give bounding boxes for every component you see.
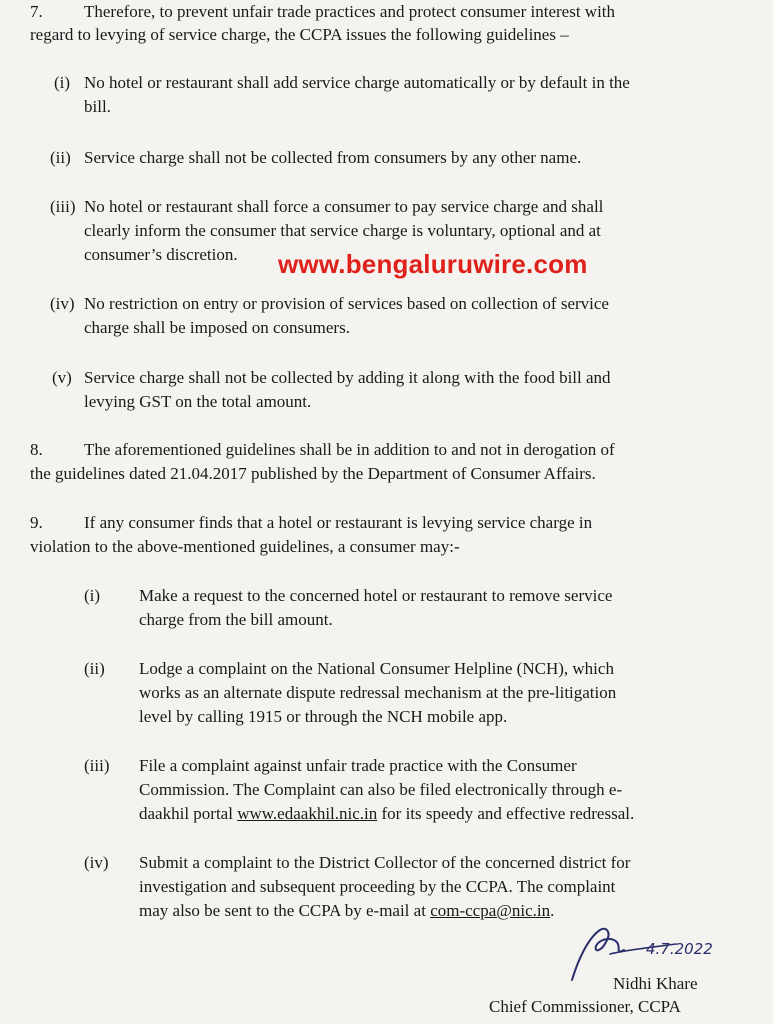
text-segment: . [550, 901, 555, 920]
para7-item-label: (v) [52, 368, 72, 387]
text-line: consumer’s discretion. [84, 245, 238, 264]
para9-item-label: (i) [84, 586, 101, 605]
para8-line1: The aforementioned guidelines shall be in addition to and not in derogation of [84, 440, 615, 459]
para7-item-label: (i) [54, 73, 71, 92]
para7-item-ii [84, 146, 710, 170]
para7-line1: Therefore, to prevent unfair trade practices and protect consumer interest with [84, 2, 616, 21]
signatory-title: Chief Commissioner, CCPA [489, 997, 681, 1016]
text-line: levying GST on the total amount. [84, 392, 312, 411]
signatory-name: Nidhi Khare [613, 974, 698, 993]
text-line: clearly inform the consumer that service charge is voluntary, optional and at [84, 221, 601, 240]
text-line: bill. [84, 97, 111, 116]
text-line: Make a request to the concerned hotel or restaurant to remove service [139, 586, 613, 605]
signature-date: 4.7.2022 [646, 940, 713, 958]
text-line [139, 802, 711, 826]
para7-item-label: (iv) [50, 294, 75, 313]
para7-item-label: (ii) [50, 148, 71, 167]
para9-item-iv [139, 851, 711, 923]
para8-line2: the guidelines dated 21.04.2017 published by the Department of Consumer Affairs. [30, 464, 596, 483]
text-line: charge from the bill amount. [139, 610, 333, 629]
para9-item-ii [139, 657, 711, 729]
para7-line2: regard to levying of service charge, the CCPA issues the following guidelines – [30, 25, 569, 44]
watermark-text: www.bengaluruwire.com [278, 249, 588, 279]
para9-item-label: (iv) [84, 853, 109, 872]
text-segment: may also be sent to the CCPA by e-mail at [139, 901, 431, 920]
para9-line1: If any consumer finds that a hotel or restaurant is levying service charge in [84, 513, 593, 532]
para8-number: 8. [30, 440, 43, 459]
para7-number: 7. [30, 2, 43, 21]
text-line: level by calling 1915 or through the NCH mobile app. [139, 707, 508, 726]
para9-item-i [139, 584, 711, 632]
para7-item-v [84, 366, 710, 414]
email-link[interactable]: com-ccpa@nic.in [430, 901, 551, 920]
text-line: No restriction on entry or provision of services based on collection of service [84, 294, 609, 313]
text-line: Service charge shall not be collected by adding it along with the food bill and [84, 368, 611, 387]
text-segment: for its speedy and effective redressal. [377, 804, 635, 823]
para9-item-iii [139, 754, 711, 826]
para7-item-i [84, 71, 710, 119]
text-line: No hotel or restaurant shall force a consumer to pay service charge and shall [84, 197, 604, 216]
text-line: No hotel or restaurant shall add service charge automatically or by default in the [84, 73, 630, 92]
para9-number: 9. [30, 513, 43, 532]
text-line: Submit a complaint to the District Collector of the concerned district for [139, 853, 631, 872]
text-line: Lodge a complaint on the National Consumer Helpline (NCH), which [139, 659, 614, 678]
para9-line2: violation to the above-mentioned guidelines, a consumer may:- [30, 537, 460, 556]
text-line: works as an alternate dispute redressal mechanism at the pre-litigation [139, 683, 617, 702]
text-line: File a complaint against unfair trade practice with the Consumer [139, 756, 577, 775]
edaakhil-link[interactable]: www.edaakhil.nic.in [237, 804, 378, 823]
para9-item-label: (ii) [84, 659, 105, 678]
text-line: charge shall be imposed on consumers. [84, 318, 350, 337]
text-line: Commission. The Complaint can also be filed electronically through e- [139, 780, 623, 799]
para7-item-label: (iii) [50, 197, 76, 216]
text-segment: daakhil portal [139, 804, 238, 823]
text-line: investigation and subsequent proceeding by the CCPA. The complaint [139, 877, 616, 896]
para7-item-iv [84, 292, 710, 340]
text-line: Service charge shall not be collected from consumers by any other name. [84, 148, 582, 167]
para9-item-label: (iii) [84, 756, 110, 775]
